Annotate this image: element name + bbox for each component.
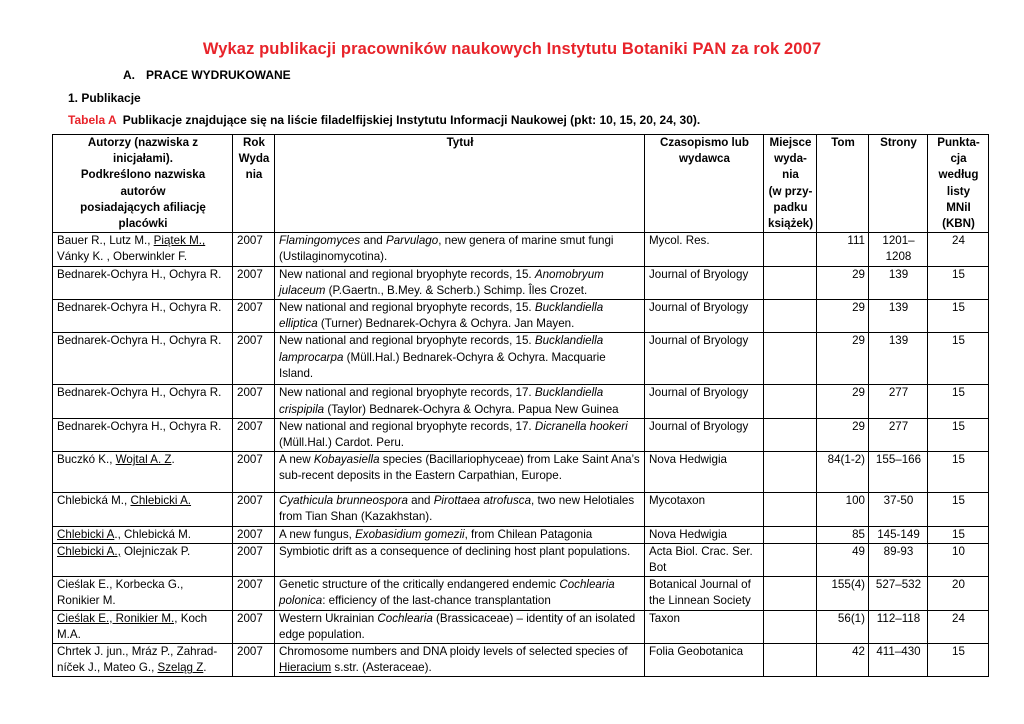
- table-row: [53, 233, 989, 266]
- cell-place: [764, 610, 817, 643]
- cell-year: [233, 644, 275, 677]
- volume-value: 84(1-2): [827, 453, 865, 467]
- title-text: Genetic structure of the critically endangered endemic: [279, 578, 560, 592]
- volume-value: 29: [852, 419, 865, 433]
- points-value: 15: [952, 301, 965, 315]
- year-value: 2007: [237, 494, 263, 508]
- cell-authors: [53, 266, 233, 299]
- cell-title: [275, 385, 645, 418]
- title-underlined: Hieracium: [279, 661, 332, 675]
- cell-volume: [817, 385, 869, 418]
- table-row: [53, 610, 989, 643]
- cell-title: [275, 493, 645, 526]
- title-text: and: [360, 234, 386, 248]
- cell-journal: [645, 452, 764, 493]
- author-affiliated: Szeląg Z: [157, 661, 204, 675]
- table-row: [53, 300, 989, 333]
- author-text: níček J., Mateo G.,: [57, 661, 158, 675]
- title-italic: Kobayasiella: [313, 453, 380, 467]
- journal-name: Mycol. Res.: [649, 234, 710, 248]
- cell-authors: [53, 610, 233, 643]
- pages-value: 277: [888, 386, 909, 400]
- author-affiliated: Cieślak E., Ronikier M.,: [57, 611, 178, 625]
- year-value: 2007: [237, 234, 263, 248]
- cell-volume: [817, 577, 869, 610]
- cell-pages: [869, 644, 928, 677]
- cell-title: [275, 452, 645, 493]
- year-value: 2007: [237, 611, 263, 625]
- journal-name: Nova Hedwigia: [649, 527, 727, 541]
- points-value: 15: [952, 527, 965, 541]
- points-value: 15: [952, 334, 965, 348]
- points-value: 15: [952, 419, 965, 433]
- title-text: s.str. (Asteraceae).: [331, 661, 432, 675]
- cell-place: [764, 452, 817, 493]
- title-text: A new: [279, 453, 314, 467]
- cell-points: [928, 233, 989, 266]
- author-affiliated: Chlebicki A: [57, 527, 115, 541]
- cell-pages: [869, 526, 928, 543]
- title-text: (Müll.Hal.) Cardot. Peru.: [279, 436, 404, 450]
- cell-year: [233, 300, 275, 333]
- pages-value: 155–166: [875, 453, 922, 467]
- header-place: Miejsce wyda- nia (w przy- padku książek): [764, 135, 817, 233]
- title-italic: Dicranella hookeri: [534, 419, 628, 433]
- title-italic: Bucklandiella elliptica: [279, 301, 604, 331]
- cell-title: [275, 543, 645, 576]
- title-italic: Anomobryum julaceum: [279, 267, 604, 297]
- points-value: 24: [952, 234, 965, 248]
- author-text: Bednarek-Ochyra H., Ochyra R.: [57, 419, 222, 433]
- author-text: .: [171, 453, 175, 467]
- section-letter: A.: [123, 68, 135, 82]
- journal-name: Journal of Bryology: [649, 386, 749, 400]
- cell-volume: [817, 266, 869, 299]
- table-row: [53, 333, 989, 385]
- title-text: Western Ukrainian: [279, 611, 378, 625]
- author-text: Bednarek-Ochyra H., Ochyra R.: [57, 386, 222, 400]
- cell-journal: [645, 385, 764, 418]
- title-italic: Bucklandiella crispipila: [279, 386, 604, 416]
- table-row: [53, 543, 989, 576]
- points-value: 10: [952, 544, 965, 558]
- author-text: Chlebická M.,: [57, 494, 131, 508]
- journal-name: Mycotaxon: [649, 494, 706, 508]
- cell-points: [928, 300, 989, 333]
- title-italic: Parvulago: [385, 234, 439, 248]
- year-value: 2007: [237, 334, 263, 348]
- publications-table: [52, 134, 989, 677]
- journal-name: Botanical Journal of the Linnean Society: [649, 578, 751, 608]
- header-volume: Tom: [817, 135, 869, 233]
- title-text: Symbiotic drift as a consequence of declining host plant populations.: [279, 544, 631, 558]
- year-value: 2007: [237, 419, 263, 433]
- table-row: [53, 526, 989, 543]
- journal-name: Acta Biol. Crac. Ser. Bot: [649, 544, 753, 575]
- cell-volume: [817, 610, 869, 643]
- author-text: Bednarek-Ochyra H., Ochyra R.: [57, 267, 222, 281]
- cell-journal: [645, 300, 764, 333]
- cell-points: [928, 610, 989, 643]
- pages-value: 411–430: [876, 645, 921, 659]
- cell-place: [764, 577, 817, 610]
- cell-title: [275, 610, 645, 643]
- year-value: 2007: [237, 645, 263, 659]
- cell-journal: [645, 526, 764, 543]
- journal-name: Nova Hedwigia: [649, 453, 727, 467]
- cell-points: [928, 333, 989, 385]
- cell-journal: [645, 543, 764, 576]
- cell-points: [928, 577, 989, 610]
- section-heading: [123, 68, 291, 82]
- cell-year: [233, 333, 275, 385]
- cell-year: [233, 385, 275, 418]
- cell-pages: [869, 266, 928, 299]
- cell-authors: [53, 333, 233, 385]
- journal-name: Taxon: [649, 611, 680, 625]
- table-row: [53, 452, 989, 493]
- pages-value: 139: [888, 301, 909, 315]
- author-text: Bednarek-Ochyra H., Ochyra R.: [57, 334, 222, 348]
- title-text: New national and regional bryophyte records, 17.: [279, 386, 535, 400]
- cell-volume: [817, 543, 869, 576]
- header-authors: Autorzy (nazwiska z inicjałami). Podkreślono nazwiska autorów posiadających afiliację placówki: [53, 135, 233, 233]
- cell-place: [764, 526, 817, 543]
- volume-value: 29: [852, 334, 865, 348]
- document-title: Wykaz publikacji pracowników naukowych Instytutu Botaniki PAN za rok 2007: [202, 40, 822, 58]
- year-value: 2007: [237, 386, 263, 400]
- cell-year: [233, 266, 275, 299]
- cell-pages: [869, 610, 928, 643]
- cell-volume: [817, 418, 869, 451]
- cell-points: [928, 452, 989, 493]
- table-body: [53, 233, 989, 677]
- title-text: Chromosome numbers and DNA ploidy levels of selected species of: [279, 645, 628, 659]
- points-value: 15: [952, 453, 965, 467]
- cell-year: [233, 418, 275, 451]
- year-value: 2007: [237, 544, 263, 558]
- cell-authors: [53, 526, 233, 543]
- title-italic: Cyathicula brunneospora: [279, 494, 408, 508]
- title-italic: Bucklandiella lamprocarpa: [279, 334, 604, 364]
- volume-value: 85: [852, 527, 865, 541]
- volume-value: 29: [852, 386, 865, 400]
- volume-value: 29: [852, 301, 865, 315]
- cell-authors: [53, 418, 233, 451]
- cell-place: [764, 333, 817, 385]
- cell-year: [233, 452, 275, 493]
- title-text: New national and regional bryophyte records, 15.: [279, 267, 535, 281]
- section-title: PRACE WYDRUKOWANE: [146, 68, 291, 82]
- points-value: 15: [952, 386, 965, 400]
- volume-value: 56(1): [837, 611, 865, 625]
- cell-points: [928, 493, 989, 526]
- cell-place: [764, 418, 817, 451]
- title-italic: Exobasidium gomezii: [355, 527, 465, 541]
- table-tag: Tabela A: [68, 113, 117, 127]
- title-text: , from Chilean Patagonia: [464, 527, 593, 541]
- volume-value: 49: [852, 544, 865, 558]
- pages-value: 139: [888, 267, 909, 281]
- volume-value: 42: [852, 645, 865, 659]
- author-text: Bauer R., Lutz M.,: [57, 234, 154, 248]
- author-text: Olejniczak P.: [120, 544, 191, 558]
- cell-place: [764, 493, 817, 526]
- title-text: (Taylor) Bednarek-Ochyra & Ochyra. Papua New Guinea: [324, 402, 619, 416]
- cell-place: [764, 543, 817, 576]
- cell-title: [275, 333, 645, 385]
- cell-year: [233, 610, 275, 643]
- cell-authors: [53, 452, 233, 493]
- title-text: , two new Helotiales from Tian Shan (Kazakhstan).: [279, 494, 635, 524]
- cell-title: [275, 266, 645, 299]
- author-text: M.A.: [57, 627, 81, 641]
- cell-points: [928, 644, 989, 677]
- author-affiliated: Wojtal A. Z: [115, 453, 172, 467]
- table-row: [53, 418, 989, 451]
- cell-journal: [645, 233, 764, 266]
- cell-place: [764, 266, 817, 299]
- cell-year: [233, 526, 275, 543]
- author-text: Buczkó K.,: [57, 453, 116, 467]
- journal-name: Journal of Bryology: [649, 334, 749, 348]
- points-value: 24: [952, 611, 965, 625]
- points-value: 15: [952, 267, 965, 281]
- volume-value: 111: [847, 234, 865, 248]
- cell-pages: [869, 493, 928, 526]
- cell-journal: [645, 577, 764, 610]
- cell-pages: [869, 577, 928, 610]
- points-value: 20: [952, 578, 965, 592]
- title-italic: Cochlearia polonica: [279, 578, 615, 608]
- title-text: New national and regional bryophyte records, 15.: [279, 334, 535, 348]
- table-row: [53, 493, 989, 526]
- cell-authors: [53, 300, 233, 333]
- cell-title: [275, 300, 645, 333]
- pages-value: 139: [888, 334, 909, 348]
- title-text: : efficiency of the last-chance transplantation: [322, 594, 551, 608]
- year-value: 2007: [237, 527, 263, 541]
- cell-volume: [817, 300, 869, 333]
- title-text: New national and regional bryophyte records, 15.: [279, 301, 535, 315]
- pages-value: 145-149: [877, 527, 920, 541]
- volume-value: 29: [852, 267, 865, 281]
- author-text: .: [203, 661, 207, 675]
- table-caption: [68, 113, 700, 127]
- cell-volume: [817, 493, 869, 526]
- author-text: Chrtek J. jun., Mráz P., Zahrad-: [57, 645, 218, 659]
- title-italic: Cochlearia: [377, 611, 433, 625]
- title-text: A new fungus,: [279, 527, 356, 541]
- cell-year: [233, 233, 275, 266]
- journal-name: Journal of Bryology: [649, 301, 749, 315]
- table-row: [53, 385, 989, 418]
- subsection-heading: 1. Publikacje: [68, 91, 141, 105]
- header-pages: Strony: [869, 135, 928, 233]
- cell-place: [764, 644, 817, 677]
- cell-authors: [53, 543, 233, 576]
- cell-volume: [817, 644, 869, 677]
- cell-pages: [869, 543, 928, 576]
- points-value: 15: [952, 645, 965, 659]
- author-affiliated: Piątek M.,: [153, 234, 206, 248]
- cell-authors: [53, 233, 233, 266]
- cell-place: [764, 385, 817, 418]
- cell-pages: [869, 385, 928, 418]
- volume-value: 100: [845, 494, 865, 508]
- title-italic: Pirottaea atrofusca: [433, 494, 532, 508]
- cell-authors: [53, 493, 233, 526]
- cell-year: [233, 543, 275, 576]
- pages-value: 37-50: [883, 494, 914, 508]
- cell-pages: [869, 300, 928, 333]
- pages-value: 277: [888, 419, 909, 433]
- header-points: Punkta- cja według listy MNiI (KBN): [928, 135, 989, 233]
- cell-place: [764, 300, 817, 333]
- cell-points: [928, 385, 989, 418]
- cell-volume: [817, 233, 869, 266]
- title-text: (P.Gaertn., B.Mey. & Scherb.) Schimp. Îles Crozet.: [325, 283, 588, 297]
- title-text: (Turner) Bednarek-Ochyra & Ochyra. Jan Mayen.: [317, 317, 575, 331]
- pages-value: 89-93: [883, 544, 914, 558]
- title-text: species (Bacillariophyceae) from Lake Saint Ana’s sub-recent deposits in the Eastern Carpathian, Europe.: [279, 453, 640, 483]
- cell-volume: [817, 333, 869, 385]
- cell-year: [233, 577, 275, 610]
- author-text: Koch: [177, 611, 208, 625]
- cell-journal: [645, 493, 764, 526]
- pages-value: 112–118: [876, 611, 921, 625]
- table-row: [53, 577, 989, 610]
- header-journal: Czasopismo lub wydawca: [645, 135, 764, 233]
- cell-place: [764, 233, 817, 266]
- cell-journal: [645, 266, 764, 299]
- author-text: Ronikier M.: [57, 594, 116, 608]
- cell-title: [275, 577, 645, 610]
- cell-year: [233, 493, 275, 526]
- table-header-row: [53, 135, 989, 233]
- title-text: (Brassicaceae) – identity of an isolated edge population.: [279, 611, 636, 641]
- cell-pages: [869, 452, 928, 493]
- cell-pages: [869, 418, 928, 451]
- cell-points: [928, 266, 989, 299]
- author-affiliated: Chlebicki A.: [130, 494, 192, 508]
- title-italic: Flamingomyces: [279, 234, 361, 248]
- author-text: Cieślak E., Korbecka G.,: [57, 578, 184, 592]
- author-text: Vánky K. , Oberwinkler F.: [57, 250, 188, 264]
- pages-value: 1201–: [882, 234, 915, 248]
- points-value: 15: [952, 494, 965, 508]
- author-affiliated: Chlebicki A.,: [57, 544, 121, 558]
- cell-title: [275, 644, 645, 677]
- cell-pages: [869, 333, 928, 385]
- cell-volume: [817, 526, 869, 543]
- cell-authors: [53, 644, 233, 677]
- pages-value: 1208: [885, 250, 912, 264]
- journal-name: Folia Geobotanica: [649, 645, 744, 659]
- year-value: 2007: [237, 301, 263, 315]
- cell-authors: [53, 577, 233, 610]
- cell-pages: [869, 233, 928, 266]
- volume-value: 155(4): [831, 578, 865, 592]
- year-value: 2007: [237, 267, 263, 281]
- author-text: Bednarek-Ochyra H., Ochyra R.: [57, 301, 222, 315]
- cell-points: [928, 526, 989, 543]
- table-row: [53, 644, 989, 677]
- journal-name: Journal of Bryology: [649, 419, 749, 433]
- title-text: and: [407, 494, 434, 508]
- title-text: , new genera of marine smut fungi (Ustilaginomycotina).: [279, 234, 614, 264]
- cell-authors: [53, 385, 233, 418]
- cell-volume: [817, 452, 869, 493]
- pages-value: 527–532: [875, 578, 922, 592]
- title-text: (Müll.Hal.) Bednarek-Ochyra & Ochyra. Macquarie Island.: [279, 350, 606, 380]
- cell-journal: [645, 644, 764, 677]
- cell-title: [275, 418, 645, 451]
- year-value: 2007: [237, 578, 263, 592]
- cell-journal: [645, 333, 764, 385]
- title-text: New national and regional bryophyte records, 17.: [279, 419, 535, 433]
- cell-journal: [645, 610, 764, 643]
- author-text: ., Chlebická M.: [114, 527, 192, 541]
- cell-points: [928, 418, 989, 451]
- cell-journal: [645, 418, 764, 451]
- table-row: [53, 266, 989, 299]
- year-value: 2007: [237, 453, 263, 467]
- table-caption-text: Publikacje znajdujące się na liście filadelfijskiej Instytutu Informacji Naukowej (pkt: 10, 15, 20, 24, 30).: [122, 113, 701, 127]
- cell-points: [928, 543, 989, 576]
- cell-title: [275, 526, 645, 543]
- header-year: Rok Wyda nia: [233, 135, 275, 233]
- journal-name: Journal of Bryology: [649, 267, 749, 281]
- cell-title: [275, 233, 645, 266]
- header-title: Tytuł: [275, 135, 645, 233]
